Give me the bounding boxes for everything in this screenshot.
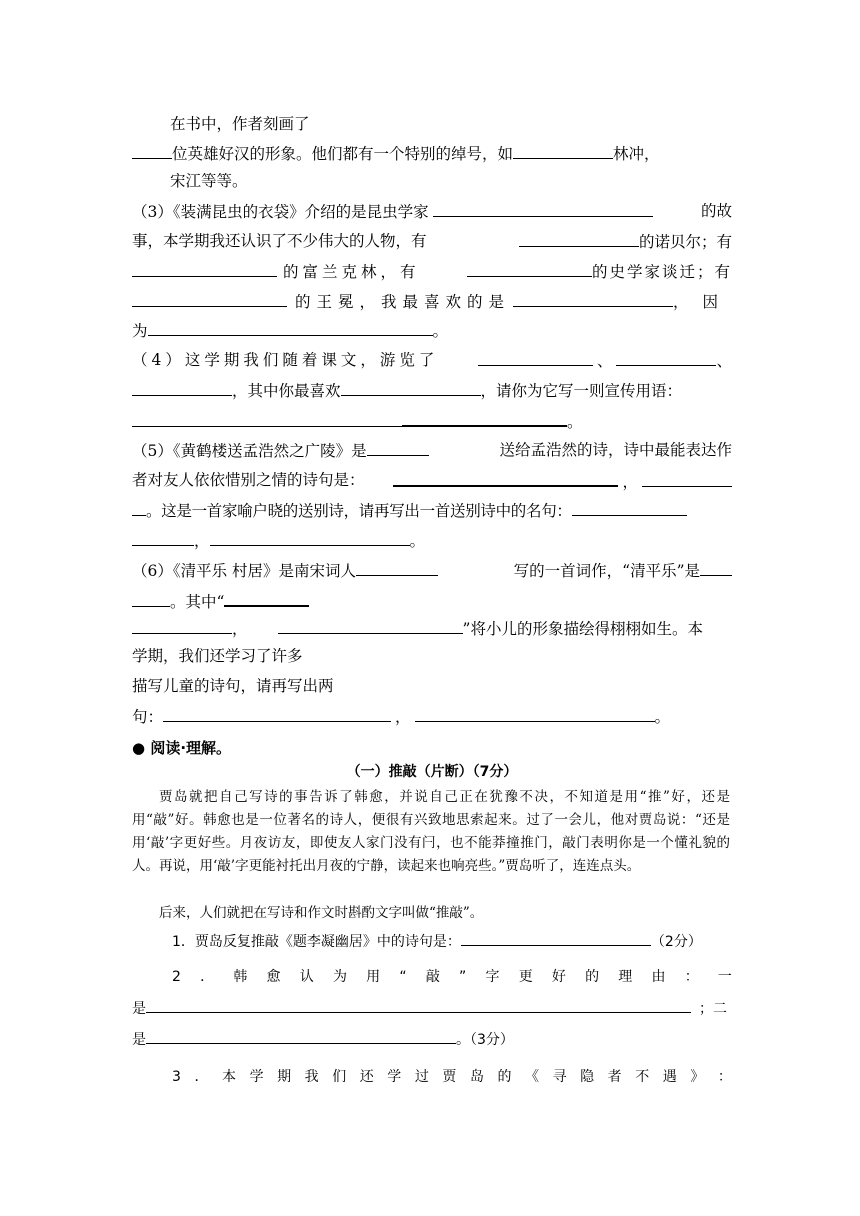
line-text: （6）《清平乐 村居》是南宋词人 (132, 562, 357, 580)
blank[interactable] (132, 261, 277, 277)
blank[interactable] (356, 560, 438, 576)
question-char: 愈 (266, 969, 281, 985)
answer-blank[interactable] (146, 997, 691, 1013)
question-3 (132, 1067, 732, 1087)
blank[interactable] (148, 320, 433, 336)
blank[interactable] (341, 380, 481, 396)
question-text: 是 (132, 1001, 146, 1017)
section-heading (132, 738, 231, 758)
line-text: （5）《黄鹤楼送孟浩然之广陵》是 (132, 442, 367, 460)
reading-title: （一）推敲（片断）（7分） (346, 764, 518, 780)
question-char: ： (684, 969, 699, 985)
text-line (132, 114, 770, 134)
blank[interactable] (132, 143, 172, 159)
text-line (132, 380, 732, 401)
question-char: ” (459, 969, 467, 985)
question-char: ： (717, 1069, 732, 1085)
question-char: 我 (304, 1069, 319, 1085)
line-text: 的富兰克林，有 (283, 263, 420, 281)
question-text: ；二 (699, 1001, 727, 1017)
question-char: 敲 (425, 969, 440, 985)
text-line (132, 646, 732, 666)
line-text: 位英雄好汉的形象。他们都有一个特别的绰号，如 (172, 145, 514, 163)
question-2-line (132, 997, 732, 1019)
blank[interactable] (700, 560, 732, 576)
text-line (132, 143, 732, 164)
question-char: 好 (551, 969, 566, 985)
line-text: 事，本学期我还认识了不少伟大的人物，有 (132, 232, 427, 250)
question-char: 理 (618, 969, 633, 985)
question-char: 2 (172, 969, 181, 985)
line-text: 。 (409, 532, 426, 550)
blank[interactable] (467, 261, 592, 277)
text-line (132, 320, 732, 341)
blank[interactable] (367, 440, 429, 456)
reading-paragraph: 贾岛就把自己写诗的事告诉了韩愈，并说自己正在犹豫不决，不知道是用“推”好，还是用“敲”好。韩愈也是一位著名的诗人，便很有兴致地思索起来。过了一会儿，他对贾岛说：“还是用‘敲’字更好些。月夜访友，即使友人家门没有闩，也不能莽撞推门，敲门表明你是一个懂礼貌的人。再说，用‘敲’字更能衬托出月夜的宁静，读起来也响亮些。”贾岛听了，连连点头。 (132, 789, 730, 874)
question-char: 韩 (233, 969, 248, 985)
question-char: 由 (651, 969, 666, 985)
line-text: 。其中“ (170, 593, 225, 611)
line-text: 描写儿童的诗句，请再写出两 (132, 677, 334, 695)
line-text: 写的一首词作，“清平乐”是 (513, 562, 700, 580)
question-char: 者 (607, 1069, 622, 1085)
line-text: ， (395, 708, 411, 726)
blank[interactable] (513, 143, 613, 159)
line-text: ，请你为它写一则宣传用语： (480, 382, 683, 400)
blank[interactable] (478, 350, 593, 366)
blank[interactable] (132, 530, 194, 546)
question-char: 一 (717, 969, 732, 985)
line-text: 宋江等等。 (170, 172, 248, 190)
bullet-icon: ● (132, 739, 146, 757)
line-text: 、 (716, 352, 732, 370)
line-text: 为 (132, 322, 148, 340)
blank[interactable] (132, 291, 287, 307)
text-line (132, 706, 732, 727)
text-line (132, 231, 732, 252)
question-char: 们 (332, 1069, 347, 1085)
text-line (132, 201, 732, 222)
answer-blank[interactable] (146, 1028, 456, 1044)
question-score: 。（3分） (456, 1032, 514, 1048)
text-line (132, 590, 732, 612)
text-line (132, 350, 732, 371)
text-line (132, 618, 732, 639)
question-char: “ (399, 969, 407, 985)
text-line (132, 530, 732, 551)
line-text: ”将小儿的形象描绘得栩栩如生。本 (462, 620, 703, 638)
blank[interactable] (519, 231, 639, 247)
line-text: 。这是一首家喻户晓的送别诗，请再写出一首送别诗中的名句： (146, 502, 572, 520)
question-text: 1．贾岛反复推敲《题李凝幽居》中的诗句是： (172, 934, 461, 950)
blank[interactable] (132, 380, 232, 396)
line-text: 在书中，作者刻画了 (170, 115, 310, 133)
blank[interactable] (393, 470, 618, 487)
answer-blank[interactable] (461, 930, 651, 946)
text-line (132, 410, 732, 432)
question-2-line (132, 1028, 732, 1050)
question-char: 》 (690, 1069, 705, 1085)
line-text: 学期，我们还学习了许多 (132, 647, 303, 665)
section-title: 阅读·理解。 (150, 739, 232, 757)
question-char: 期 (277, 1069, 292, 1085)
question-char: 认 (299, 969, 314, 985)
blank[interactable] (513, 291, 673, 307)
line-text: （3）《装满昆虫的衣袋》介绍的是昆虫学家 (132, 203, 429, 221)
question-char: ． (200, 969, 215, 985)
text-line (132, 470, 732, 492)
question-char: 学 (249, 1069, 264, 1085)
question-char: 字 (485, 969, 500, 985)
blank[interactable] (642, 471, 732, 487)
question-char: 的 (497, 1069, 512, 1085)
line-text: 。 (567, 413, 583, 431)
line-text: 的诺贝尔；有 (638, 233, 732, 251)
question-char: 3 (172, 1069, 181, 1085)
question-char: 过 (414, 1069, 429, 1085)
question-char: 贾 (442, 1069, 457, 1085)
question-char: 的 (585, 969, 600, 985)
blank[interactable] (278, 618, 463, 634)
question-2 (132, 967, 732, 987)
blank[interactable] (132, 411, 402, 427)
line-text: ， (194, 532, 210, 550)
question-char: 隐 (580, 1069, 595, 1085)
reading-paragraph: 后来，人们就把在写诗和作文时斟酌文字叫做“推敲”。 (159, 905, 484, 921)
text-line (132, 560, 732, 581)
line-text: ，其中你最喜欢 (232, 382, 341, 400)
question-char: 学 (387, 1069, 402, 1085)
line-text: 。 (654, 708, 671, 726)
question-score: （2分） (650, 934, 702, 950)
question-1 (132, 930, 732, 952)
blank[interactable] (402, 410, 567, 427)
blank[interactable] (572, 500, 687, 516)
blank[interactable] (224, 590, 309, 607)
line-text: 句： (132, 708, 164, 726)
text-line (132, 291, 732, 312)
line-text: 者对友人依依惜别之情的诗句是： (132, 471, 365, 489)
line-text: 的王冕，我最喜欢的是 (295, 293, 511, 311)
line-text: 、 (596, 352, 613, 370)
blank[interactable] (616, 350, 716, 366)
question-char: 岛 (469, 1069, 484, 1085)
line-text: （4）这学期我们随着课文，游览了 (132, 351, 439, 369)
text-line (132, 676, 732, 696)
question-char: 用 (366, 969, 381, 985)
question-char: 更 (518, 969, 533, 985)
line-text: 送给孟浩然的诗，诗中最能表达作 (499, 441, 732, 459)
line-text: 林冲， (613, 145, 660, 163)
text-line (132, 171, 770, 191)
line-text: 。 (432, 322, 449, 340)
question-char: 还 (359, 1069, 374, 1085)
blank[interactable] (132, 500, 146, 516)
line-text: ， (232, 620, 248, 638)
question-char: 本 (222, 1069, 237, 1085)
question-char: 寻 (552, 1069, 567, 1085)
question-char: 遇 (662, 1069, 677, 1085)
text-line (132, 500, 732, 521)
blank[interactable] (210, 530, 410, 546)
blank[interactable] (433, 201, 653, 217)
question-char: 不 (635, 1069, 650, 1085)
text-line (132, 440, 732, 461)
question-text: 是 (132, 1032, 146, 1048)
text-line (132, 261, 732, 282)
question-char: 为 (332, 969, 347, 985)
line-text: 的史学家谈迁；有 (591, 263, 732, 281)
blank[interactable] (132, 591, 170, 607)
line-text: ， (622, 473, 638, 491)
blank[interactable] (132, 618, 232, 634)
blank[interactable] (163, 706, 391, 722)
question-char: 《 (525, 1069, 540, 1085)
blank[interactable] (415, 706, 655, 722)
question-char: ． (194, 1069, 209, 1085)
line-text: ，因 (672, 293, 732, 311)
line-text: 的故 (700, 202, 732, 220)
